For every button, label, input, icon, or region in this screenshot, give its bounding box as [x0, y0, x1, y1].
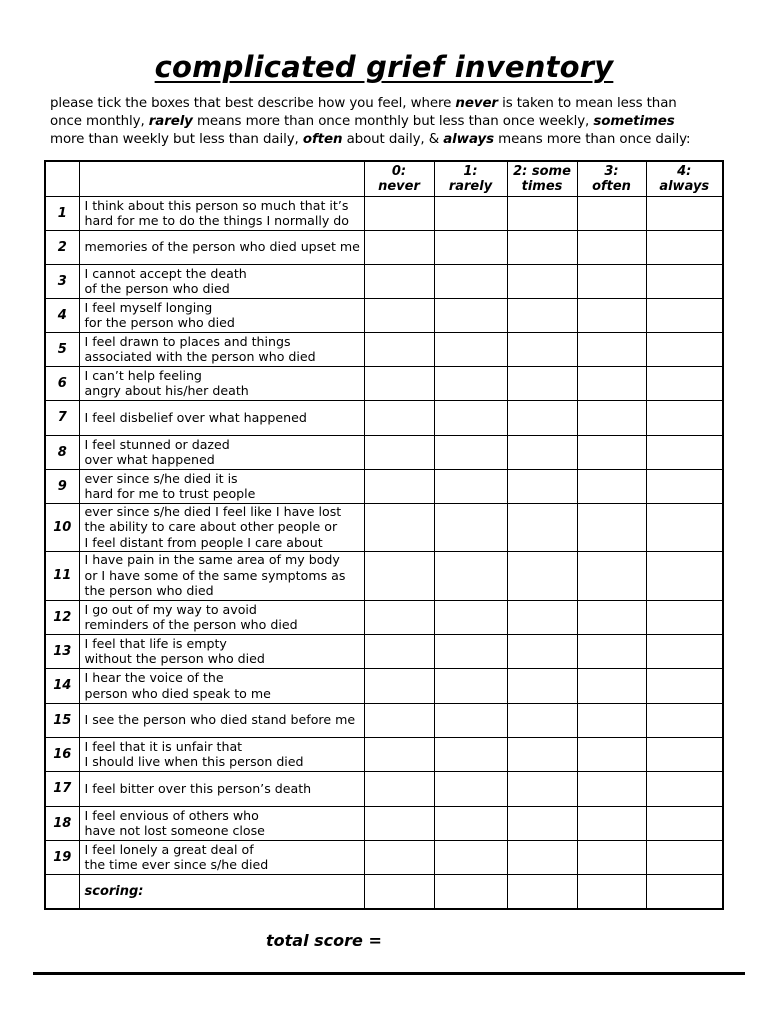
item-statement-line: I hear the voice of the	[84, 670, 224, 685]
keyword-rarely: rarely	[148, 114, 193, 129]
item-row	[45, 668, 723, 703]
item-number: 10	[45, 503, 79, 551]
item-number: 4	[45, 298, 79, 332]
response-box-1[interactable]	[434, 806, 507, 840]
response-box-1[interactable]	[434, 668, 507, 703]
response-box-1[interactable]	[434, 503, 507, 551]
response-box-2[interactable]	[507, 332, 577, 366]
item-number: 19	[45, 840, 79, 874]
response-box-1[interactable]	[434, 435, 507, 469]
item-number: 8	[45, 435, 79, 469]
item-statement-line: ever since s/he died I feel like I have lost	[84, 503, 342, 519]
scoring-box-3[interactable]	[577, 874, 646, 909]
item-number: 2	[45, 230, 79, 264]
instructions-text: means more than once daily:	[493, 132, 691, 147]
item-statement-line: the person who died	[84, 583, 214, 599]
item-row	[45, 264, 723, 298]
response-box-4[interactable]	[646, 400, 723, 435]
item-statement	[79, 703, 364, 737]
item-statement	[79, 366, 364, 400]
response-box-2[interactable]	[507, 469, 577, 503]
response-box-1[interactable]	[434, 230, 507, 264]
item-rows	[45, 196, 723, 909]
header-col-label: rarely	[448, 178, 493, 194]
item-statement-line: without the person who died	[84, 651, 265, 666]
response-box-4[interactable]	[646, 196, 723, 230]
response-box-2[interactable]	[507, 668, 577, 703]
response-box-4[interactable]	[646, 551, 723, 600]
item-statement	[79, 737, 364, 771]
item-statement-line: ever since s/he died it is	[84, 470, 238, 486]
response-box-2[interactable]	[507, 771, 577, 806]
response-box-1[interactable]	[434, 703, 507, 737]
item-number: 15	[45, 703, 79, 737]
item-row	[45, 634, 723, 668]
response-box-3[interactable]	[577, 230, 646, 264]
item-row	[45, 230, 723, 264]
item-number: 5	[45, 332, 79, 366]
response-box-2[interactable]	[507, 737, 577, 771]
instructions	[50, 95, 750, 149]
response-box-0[interactable]	[364, 230, 434, 264]
item-number: 7	[45, 400, 79, 435]
item-statement	[79, 806, 364, 840]
item-row	[45, 737, 723, 771]
response-box-0[interactable]	[364, 634, 434, 668]
item-row	[45, 366, 723, 400]
response-box-0[interactable]	[364, 840, 434, 874]
response-box-3[interactable]	[577, 634, 646, 668]
item-number: 1	[45, 196, 79, 230]
response-box-4[interactable]	[646, 366, 723, 400]
response-box-4[interactable]	[646, 771, 723, 806]
response-box-2[interactable]	[507, 551, 577, 600]
response-box-0[interactable]	[364, 737, 434, 771]
response-box-3[interactable]	[577, 332, 646, 366]
response-box-4[interactable]	[646, 703, 723, 737]
item-number: 18	[45, 806, 79, 840]
response-box-2[interactable]	[507, 366, 577, 400]
response-box-1[interactable]	[434, 737, 507, 771]
item-number: 16	[45, 737, 79, 771]
header-statement-blank	[79, 161, 364, 196]
scoring-box-0[interactable]	[364, 874, 434, 909]
response-box-0[interactable]	[364, 668, 434, 703]
item-statement	[79, 264, 364, 298]
header-row	[45, 161, 723, 196]
header-col-2	[507, 161, 577, 196]
item-statement-line: for the person who died	[84, 315, 235, 330]
item-row	[45, 400, 723, 435]
item-statement-line: I feel that it is unfair that	[84, 738, 243, 754]
response-box-2[interactable]	[507, 230, 577, 264]
response-box-2[interactable]	[507, 703, 577, 737]
scoring-box-1[interactable]	[434, 874, 507, 909]
response-box-3[interactable]	[577, 806, 646, 840]
instructions-text: more than weekly but less than daily,	[50, 132, 303, 147]
response-box-1[interactable]	[434, 551, 507, 600]
response-box-4[interactable]	[646, 264, 723, 298]
response-box-3[interactable]	[577, 668, 646, 703]
response-box-4[interactable]	[646, 435, 723, 469]
response-box-4[interactable]	[646, 298, 723, 332]
header-col-label: never	[378, 178, 420, 194]
total-score-label: total score =	[266, 931, 382, 950]
response-box-3[interactable]	[577, 771, 646, 806]
item-row	[45, 840, 723, 874]
response-box-4[interactable]	[646, 668, 723, 703]
item-statement-line: I have pain in the same area of my body	[84, 552, 340, 568]
response-box-3[interactable]	[577, 298, 646, 332]
item-number: 12	[45, 600, 79, 634]
response-box-1[interactable]	[434, 400, 507, 435]
response-box-0[interactable]	[364, 298, 434, 332]
header-col-score: 4:	[677, 163, 692, 179]
scoring-number-blank	[45, 874, 79, 909]
response-box-1[interactable]	[434, 771, 507, 806]
header-col-score: 1:	[463, 163, 478, 179]
item-statement-line: I feel myself longing	[84, 299, 213, 315]
item-number: 17	[45, 771, 79, 806]
item-statement-line: I see the person who died stand before me	[84, 712, 356, 728]
inventory-table	[44, 160, 724, 910]
response-box-0[interactable]	[364, 551, 434, 600]
response-box-1[interactable]	[434, 600, 507, 634]
response-box-1[interactable]	[434, 840, 507, 874]
item-statement-line: I should live when this person died	[84, 754, 304, 769]
item-row	[45, 503, 723, 551]
item-statement-line: the ability to care about other people or	[84, 519, 338, 535]
item-statement-line: I feel bitter over this person’s death	[84, 780, 312, 796]
response-box-3[interactable]	[577, 703, 646, 737]
item-statement	[79, 634, 364, 668]
header-col-3	[577, 161, 646, 196]
response-box-0[interactable]	[364, 435, 434, 469]
response-box-0[interactable]	[364, 703, 434, 737]
item-statement-line: of the person who died	[84, 281, 230, 296]
item-statement-line: I feel disbelief over what happened	[84, 409, 307, 425]
response-box-2[interactable]	[507, 196, 577, 230]
scoring-label: scoring:	[79, 874, 364, 909]
response-box-0[interactable]	[364, 264, 434, 298]
response-box-2[interactable]	[507, 435, 577, 469]
item-statement	[79, 600, 364, 634]
item-statement-line: angry about his/her death	[84, 383, 249, 398]
response-box-0[interactable]	[364, 400, 434, 435]
item-number: 14	[45, 668, 79, 703]
header-col-score: 0:	[391, 163, 407, 179]
response-box-2[interactable]	[507, 806, 577, 840]
item-row	[45, 196, 723, 230]
keyword-sometimes: sometimes	[593, 114, 675, 129]
instructions-text: means more than once monthly but less than once weekly,	[192, 114, 594, 129]
item-statement	[79, 400, 364, 435]
item-statement-line: I go out of my way to avoid	[84, 601, 257, 617]
response-box-3[interactable]	[577, 196, 646, 230]
response-box-4[interactable]	[646, 230, 723, 264]
header-col-0	[364, 161, 434, 196]
response-box-4[interactable]	[646, 737, 723, 771]
response-box-0[interactable]	[364, 600, 434, 634]
item-statement	[79, 668, 364, 703]
item-statement-line: person who died speak to me	[84, 685, 271, 701]
response-box-3[interactable]	[577, 737, 646, 771]
response-box-1[interactable]	[434, 634, 507, 668]
response-box-3[interactable]	[577, 600, 646, 634]
item-statement	[79, 230, 364, 264]
response-box-4[interactable]	[646, 806, 723, 840]
scoring-box-2[interactable]	[507, 874, 577, 909]
response-box-3[interactable]	[577, 469, 646, 503]
item-statement	[79, 503, 364, 551]
response-box-4[interactable]	[646, 600, 723, 634]
item-number: 9	[45, 469, 79, 503]
item-statement-line: reminders of the person who died	[84, 617, 298, 632]
item-row	[45, 551, 723, 600]
response-box-1[interactable]	[434, 469, 507, 503]
response-box-0[interactable]	[364, 806, 434, 840]
header-col-4	[646, 161, 723, 196]
response-box-2[interactable]	[507, 264, 577, 298]
item-statement	[79, 435, 364, 469]
item-row	[45, 435, 723, 469]
item-statement	[79, 196, 364, 230]
item-row	[45, 469, 723, 503]
instructions-text: about daily, &	[342, 132, 444, 147]
instructions-line-3	[50, 131, 750, 149]
response-box-0[interactable]	[364, 503, 434, 551]
item-statement	[79, 840, 364, 874]
item-statement-line: or I have some of the same symptoms as	[84, 567, 346, 583]
response-box-4[interactable]	[646, 840, 723, 874]
item-statement-line: I feel envious of others who	[84, 807, 259, 823]
response-box-1[interactable]	[434, 366, 507, 400]
instructions-line-2	[50, 113, 750, 131]
response-box-2[interactable]	[507, 840, 577, 874]
response-box-4[interactable]	[646, 634, 723, 668]
response-box-4[interactable]	[646, 503, 723, 551]
response-box-1[interactable]	[434, 264, 507, 298]
item-statement-line: hard for me to trust people	[84, 486, 256, 501]
response-box-2[interactable]	[507, 400, 577, 435]
response-box-4[interactable]	[646, 469, 723, 503]
item-number: 11	[45, 551, 79, 600]
keyword-never: never	[455, 96, 498, 111]
response-box-3[interactable]	[577, 840, 646, 874]
keyword-always: always	[443, 132, 494, 147]
instructions-line-1	[50, 95, 750, 113]
item-statement-line: the time ever since s/he died	[84, 857, 269, 872]
response-box-3[interactable]	[577, 366, 646, 400]
response-box-0[interactable]	[364, 469, 434, 503]
response-box-2[interactable]	[507, 503, 577, 551]
item-statement-line: I think about this person so much that it’s	[84, 197, 349, 213]
total-score-line	[33, 972, 745, 975]
response-box-0[interactable]	[364, 366, 434, 400]
item-statement-line: have not lost someone close	[84, 823, 265, 838]
item-statement-line: memories of the person who died upset me	[84, 239, 360, 255]
response-box-0[interactable]	[364, 332, 434, 366]
header-number-blank	[45, 161, 79, 196]
item-statement-line: associated with the person who died	[84, 349, 316, 364]
response-box-4[interactable]	[646, 332, 723, 366]
response-box-3[interactable]	[577, 264, 646, 298]
header-col-label: always	[659, 178, 710, 194]
item-row	[45, 806, 723, 840]
instructions-text: is taken to mean less than	[497, 96, 677, 111]
response-box-3[interactable]	[577, 551, 646, 600]
item-statement-line: hard for me to do the things I normally do	[84, 213, 349, 228]
response-box-0[interactable]	[364, 771, 434, 806]
item-statement	[79, 332, 364, 366]
response-box-2[interactable]	[507, 600, 577, 634]
instructions-text: once monthly,	[50, 114, 149, 129]
header-col-label: times	[521, 178, 563, 194]
response-box-2[interactable]	[507, 298, 577, 332]
item-statement	[79, 551, 364, 600]
item-statement-line: I feel that life is empty	[84, 635, 227, 651]
response-box-3[interactable]	[577, 400, 646, 435]
keyword-often: often	[302, 132, 343, 147]
response-box-3[interactable]	[577, 435, 646, 469]
item-row	[45, 703, 723, 737]
item-statement-line: over what happened	[84, 452, 215, 467]
item-row	[45, 298, 723, 332]
page-title: complicated grief inventory	[154, 50, 614, 84]
item-statement-line: I feel stunned or dazed	[84, 436, 230, 452]
instructions-text: please tick the boxes that best describe how you feel, where	[50, 96, 456, 111]
scoring-row	[45, 874, 723, 909]
response-box-1[interactable]	[434, 298, 507, 332]
item-statement-line: I feel distant from people I care about	[84, 534, 323, 550]
item-statement	[79, 469, 364, 503]
item-row	[45, 600, 723, 634]
item-row	[45, 332, 723, 366]
item-row	[45, 771, 723, 806]
item-statement-line: I cannot accept the death	[84, 265, 247, 281]
item-statement-line: I feel lonely a great deal of	[84, 841, 254, 857]
item-statement	[79, 771, 364, 806]
response-box-3[interactable]	[577, 503, 646, 551]
item-statement-line: I can’t help feeling	[84, 367, 202, 383]
item-statement	[79, 298, 364, 332]
header-col-label: often	[592, 178, 631, 194]
response-box-2[interactable]	[507, 634, 577, 668]
item-number: 6	[45, 366, 79, 400]
item-number: 3	[45, 264, 79, 298]
header-col-score: 3:	[604, 163, 619, 179]
response-box-0[interactable]	[364, 196, 434, 230]
item-number: 13	[45, 634, 79, 668]
header-col-score: 2: some	[513, 163, 571, 179]
response-box-1[interactable]	[434, 196, 507, 230]
item-statement-line: I feel drawn to places and things	[84, 333, 291, 349]
scoring-box-4[interactable]	[646, 874, 723, 909]
header-col-1	[434, 161, 507, 196]
response-box-1[interactable]	[434, 332, 507, 366]
